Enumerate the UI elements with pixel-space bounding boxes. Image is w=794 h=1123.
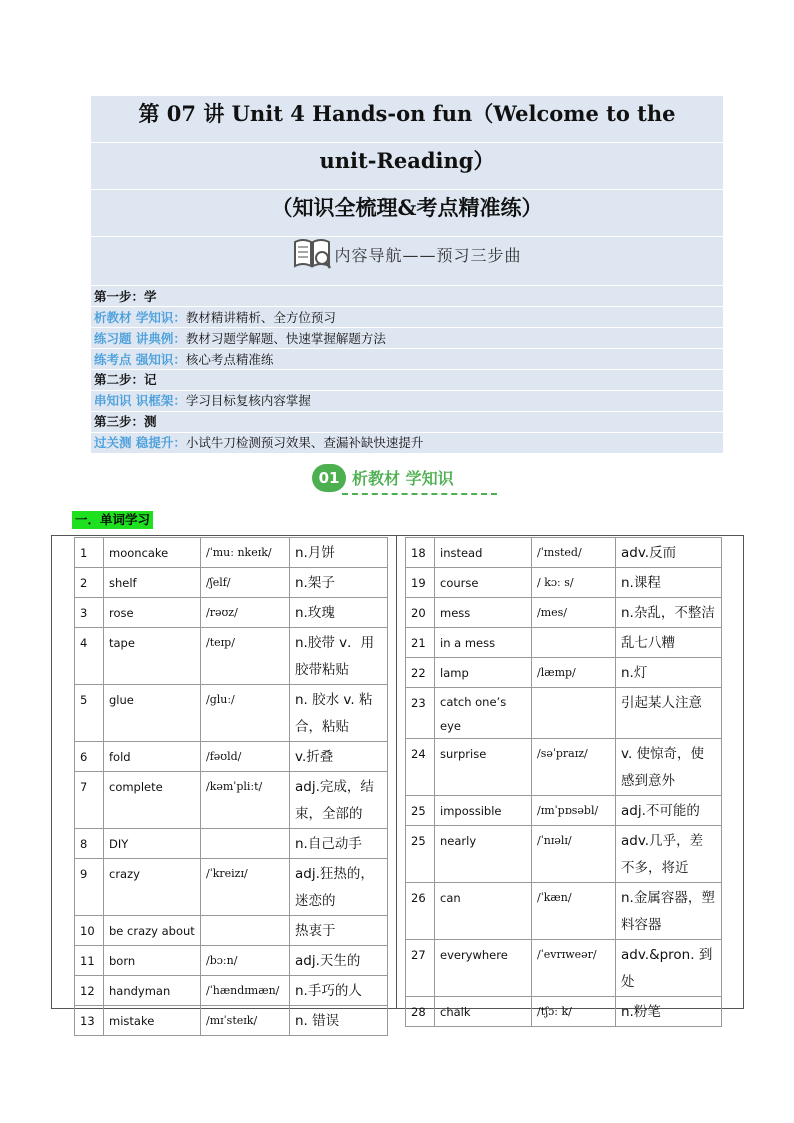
step-desc: 教材精讲精析、全方位预习: [185, 310, 336, 325]
table-row: [75, 916, 388, 946]
cell-phonetic: /ˈhændɪmæn/: [201, 976, 290, 1006]
cell-phonetic: /tʃɔː k/: [532, 997, 616, 1027]
cell-phonetic: /səˈpraɪz/: [532, 739, 616, 796]
step-desc: 小试牛刀检测预习效果、查漏补缺快速提升: [185, 435, 424, 450]
badge-text: 析教材 学知识: [352, 469, 454, 488]
page-title-line1: 第 07 讲 Unit 4 Hands-on fun（Welcome to the: [138, 101, 676, 126]
table-row: [406, 739, 722, 796]
table-row: [75, 946, 388, 976]
step-desc: 教材习题学解题、快速掌握解题方法: [185, 331, 386, 346]
cell-meaning: v. 使惊奇，使感到意外: [616, 739, 722, 796]
cell-meaning: n. 错误: [290, 1006, 388, 1036]
section-badge: [312, 464, 487, 496]
page-subtitle: （知识全梳理&考点精准练）: [271, 195, 543, 220]
table-row: [75, 538, 388, 568]
table-row: [75, 685, 388, 742]
cell-no: 10: [75, 916, 104, 946]
cell-meaning: adj.完成，结束，全部的: [290, 772, 388, 829]
table-row: [75, 742, 388, 772]
cell-no: 25: [406, 826, 435, 883]
cell-no: 13: [75, 1006, 104, 1036]
cell-meaning: n.课程: [616, 568, 722, 598]
step-row: [91, 391, 723, 411]
cell-phonetic: [532, 688, 616, 739]
cell-no: 21: [406, 628, 435, 658]
cell-word: surprise: [435, 739, 532, 796]
cell-meaning: n.自己动手: [290, 829, 388, 859]
cell-phonetic: /kəmˈpliːt/: [201, 772, 290, 829]
page-title-line2: unit-Reading）: [319, 148, 495, 173]
cell-no: 6: [75, 742, 104, 772]
table-row: [406, 538, 722, 568]
cell-no: 25: [406, 796, 435, 826]
cell-word: mess: [435, 598, 532, 628]
cell-meaning: adv.几乎，差不多，将近: [616, 826, 722, 883]
step-desc: 学习目标复核内容掌握: [185, 393, 311, 408]
table-row: [75, 859, 388, 916]
step-desc: 核心考点精准练: [185, 352, 274, 367]
cell-meaning: adj.天生的: [290, 946, 388, 976]
cell-phonetic: / kɔː s/: [532, 568, 616, 598]
step-heading: 第三步：测: [94, 414, 157, 429]
badge-underline: [342, 493, 497, 495]
cell-meaning: v.折叠: [290, 742, 388, 772]
table-row: [75, 628, 388, 685]
cell-no: 18: [406, 538, 435, 568]
cell-phonetic: [201, 916, 290, 946]
step-key: 练习题 讲典例：: [94, 331, 186, 346]
cell-meaning: n.杂乱，不整洁: [616, 598, 722, 628]
cell-meaning: n.手巧的人: [290, 976, 388, 1006]
cell-no: 28: [406, 997, 435, 1027]
cell-word: in a mess: [435, 628, 532, 658]
cell-meaning: n.金属容器，塑料容器: [616, 883, 722, 940]
step-row: [91, 329, 723, 349]
cell-phonetic: /ɪmˈpɒsəbl/: [532, 796, 616, 826]
content-nav: [91, 234, 723, 274]
step-row: [91, 412, 723, 432]
cell-word: shelf: [104, 568, 201, 598]
cell-no: 12: [75, 976, 104, 1006]
cell-word: everywhere: [435, 940, 532, 997]
header-divider: [91, 142, 723, 143]
cell-word: lamp: [435, 658, 532, 688]
cell-word: glue: [104, 685, 201, 742]
cell-meaning: n.架子: [290, 568, 388, 598]
book-icon: [292, 234, 332, 274]
table-row: [75, 568, 388, 598]
step-row: [91, 308, 723, 328]
table-row: [406, 628, 722, 658]
cell-no: 23: [406, 688, 435, 739]
cell-word: be crazy about: [104, 916, 201, 946]
cell-phonetic: /bɔːn/: [201, 946, 290, 976]
step-row: [91, 370, 723, 390]
step-key: 串知识 识框架：: [94, 393, 186, 408]
cell-no: 26: [406, 883, 435, 940]
cell-no: 7: [75, 772, 104, 829]
cell-no: 3: [75, 598, 104, 628]
step-key: 过关测 稳提升：: [94, 435, 186, 450]
cell-phonetic: /ˈkreizɪ/: [201, 859, 290, 916]
step-key: 析教材 学知识：: [94, 310, 186, 325]
cell-phonetic: /ʃelf/: [201, 568, 290, 598]
cell-meaning: n.灯: [616, 658, 722, 688]
cell-meaning: adv.&pron. 到处: [616, 940, 722, 997]
header-divider: [91, 285, 723, 286]
nav-title: 内容导航——预习三步曲: [334, 245, 522, 265]
cell-phonetic: /ˈevrɪweər/: [532, 940, 616, 997]
cell-meaning: 乱七八糟: [616, 628, 722, 658]
cell-no: 11: [75, 946, 104, 976]
cell-no: 27: [406, 940, 435, 997]
badge-number: 01: [312, 464, 346, 492]
cell-phonetic: /fəʊld/: [201, 742, 290, 772]
cell-phonetic: [201, 829, 290, 859]
vocab-frame-divider: [396, 535, 397, 1009]
cell-phonetic: /rəʊz/: [201, 598, 290, 628]
cell-no: 4: [75, 628, 104, 685]
table-row: [406, 658, 722, 688]
vocab-table-right: [405, 537, 722, 1027]
cell-meaning: 热衷于: [290, 916, 388, 946]
step-row: [91, 433, 723, 453]
cell-word: can: [435, 883, 532, 940]
table-row: [406, 940, 722, 997]
step-heading: 第一步：学: [94, 289, 157, 304]
step-heading: 第二步：记: [94, 372, 157, 387]
cell-word: DIY: [104, 829, 201, 859]
cell-word: chalk: [435, 997, 532, 1027]
cell-word: mooncake: [104, 538, 201, 568]
table-row: [406, 568, 722, 598]
section-label: 一．单词学习: [72, 511, 153, 529]
cell-meaning: 引起某人注意: [616, 688, 722, 739]
table-row: [406, 796, 722, 826]
cell-no: 2: [75, 568, 104, 598]
cell-meaning: n.玫瑰: [290, 598, 388, 628]
header-divider: [91, 189, 723, 190]
cell-word: handyman: [104, 976, 201, 1006]
cell-phonetic: /mɪˈsteɪk/: [201, 1006, 290, 1036]
cell-meaning: adv.反而: [616, 538, 722, 568]
step-row: [91, 287, 723, 307]
cell-meaning: n. 胶水 v. 粘合，粘贴: [290, 685, 388, 742]
cell-meaning: adj.不可能的: [616, 796, 722, 826]
cell-phonetic: /teɪp/: [201, 628, 290, 685]
vocab-table-left: [74, 537, 388, 1036]
cell-word: catch one’s eye: [435, 688, 532, 739]
cell-word: nearly: [435, 826, 532, 883]
cell-no: 5: [75, 685, 104, 742]
cell-no: 9: [75, 859, 104, 916]
cell-word: rose: [104, 598, 201, 628]
step-row: [91, 350, 723, 370]
table-row: [406, 826, 722, 883]
cell-phonetic: [532, 628, 616, 658]
cell-word: complete: [104, 772, 201, 829]
cell-no: 20: [406, 598, 435, 628]
table-row: [406, 883, 722, 940]
table-row: [406, 598, 722, 628]
cell-word: mistake: [104, 1006, 201, 1036]
cell-word: born: [104, 946, 201, 976]
cell-no: 1: [75, 538, 104, 568]
cell-word: instead: [435, 538, 532, 568]
table-row: [75, 598, 388, 628]
table-row: [406, 997, 722, 1027]
cell-no: 24: [406, 739, 435, 796]
cell-phonetic: /mes/: [532, 598, 616, 628]
cell-phonetic: /ˈnɪəlɪ/: [532, 826, 616, 883]
cell-phonetic: /ˈmuː nkeɪk/: [201, 538, 290, 568]
cell-no: 22: [406, 658, 435, 688]
cell-phonetic: /gluː/: [201, 685, 290, 742]
cell-word: tape: [104, 628, 201, 685]
cell-word: course: [435, 568, 532, 598]
cell-word: crazy: [104, 859, 201, 916]
cell-no: 8: [75, 829, 104, 859]
cell-no: 19: [406, 568, 435, 598]
cell-meaning: adj.狂热的，迷恋的: [290, 859, 388, 916]
cell-phonetic: /læmp/: [532, 658, 616, 688]
cell-word: impossible: [435, 796, 532, 826]
cell-meaning: n.粉笔: [616, 997, 722, 1027]
cell-phonetic: /ˈɪnsted/: [532, 538, 616, 568]
cell-word: fold: [104, 742, 201, 772]
table-row: [75, 829, 388, 859]
cell-phonetic: /ˈkæn/: [532, 883, 616, 940]
table-row: [75, 976, 388, 1006]
table-row: [406, 688, 722, 739]
table-row: [75, 772, 388, 829]
step-key: 练考点 强知识：: [94, 352, 186, 367]
table-row: [75, 1006, 388, 1036]
cell-meaning: n.月饼: [290, 538, 388, 568]
cell-meaning: n.胶带 v．用胶带粘贴: [290, 628, 388, 685]
